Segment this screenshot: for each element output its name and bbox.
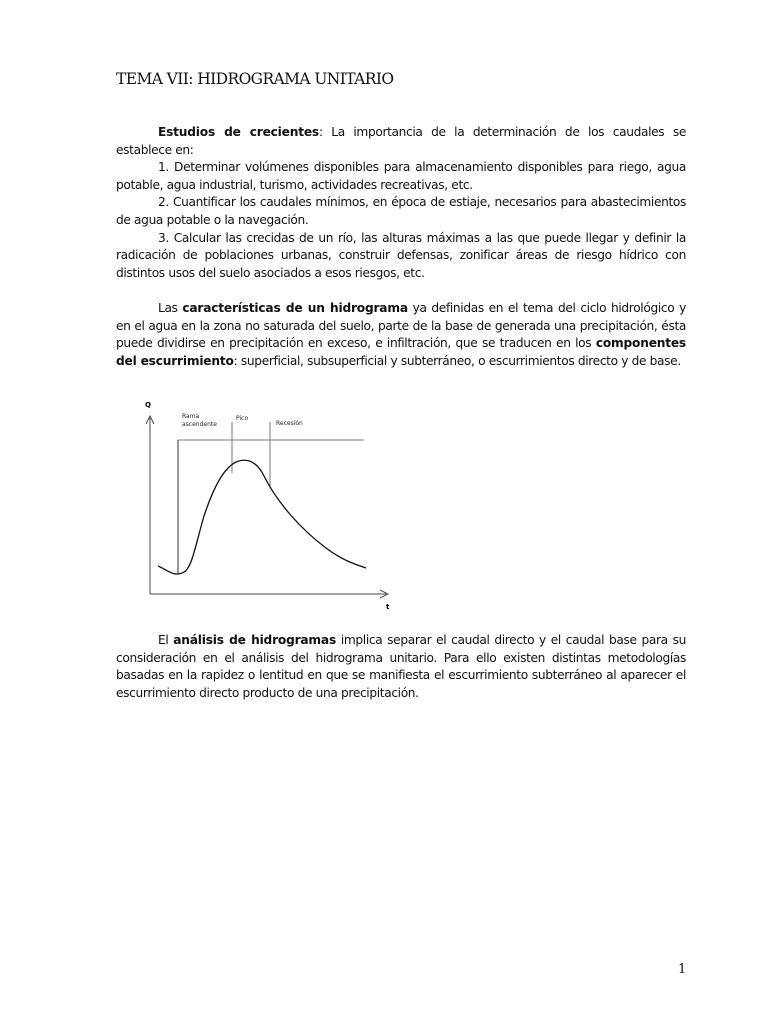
y-axis-label: Q: [145, 401, 151, 409]
hydrograph-figure: [130, 398, 400, 612]
label-peak: Pico: [236, 415, 249, 422]
section3-bold-1: análisis de hidrogramas: [173, 633, 337, 647]
section-estudios-crecientes: [116, 124, 686, 282]
section3-paragraph: [116, 632, 686, 702]
section2-text-1: Las: [158, 301, 183, 315]
document-title: TEMA VII: HIDROGRAMA UNITARIO: [116, 70, 394, 88]
section2-paragraph: [116, 300, 686, 370]
section-analisis-hidrogramas: [116, 632, 686, 702]
section1-heading: Estudios de crecientes: [158, 125, 319, 139]
label-recession: Recesión: [276, 420, 303, 427]
section3-text-2: implica separar el caudal directo y el caudal base para su consideración en el análisis del hidrograma unitario. Para ello existen distintas metodologías basadas en la rapidez o lentitud en que se manifiesta el escurrimiento subterráneo al aparecer el escurrimiento directo producto de una precipitación.: [116, 633, 686, 700]
list-item-1: 1. Determinar volúmenes disponibles para almacenamiento disponibles para riego, agua potable, agua industrial, turismo, actividades recreativas, etc.: [116, 160, 686, 192]
label-rising-limb: [182, 413, 217, 428]
section3-text-1: El: [158, 633, 174, 647]
list-item-3: 3. Calcular las crecidas de un río, las alturas máximas a las que puede llegar y definir la radicación de poblaciones urbanas, construir defensas, zonificar áreas de riesgo hídrico con distintos usos del suelo asociados a esos riesgos, etc.: [116, 230, 686, 280]
label-rising-line1: Rama: [182, 413, 200, 420]
section1-intro-paragraph: [116, 124, 686, 159]
x-axis-label: t: [386, 603, 390, 611]
page-number: 1: [678, 962, 687, 977]
section2-text-2: ya definidas en el tema del ciclo hidrológico y en el agua en la zona no saturada del suelo, parte de la base de generada una precipitación, ésta puede dividirse en precipitación en exceso, e infiltración, que se traducen en los: [116, 301, 686, 351]
section2-bold-1: características de un hidrograma: [182, 301, 408, 315]
list-item-2: 2. Cuantificar los caudales mínimos, en época de estiaje, necesarios para abastecimientos de agua potable o la navegación.: [116, 195, 686, 227]
label-rising-line2: ascendente: [182, 421, 217, 428]
section-caracteristicas-hidrograma: [116, 300, 686, 370]
section2-bold-2: componentes del escurrimiento: [116, 336, 686, 368]
hydrograph-curve: [158, 460, 366, 574]
section2-text-3: : superficial, subsuperficial y subterráneo, o escurrimientos directo y de base.: [233, 353, 681, 368]
section1-intro: : La importancia de la determinación de los caudales se establece en:: [116, 125, 686, 157]
